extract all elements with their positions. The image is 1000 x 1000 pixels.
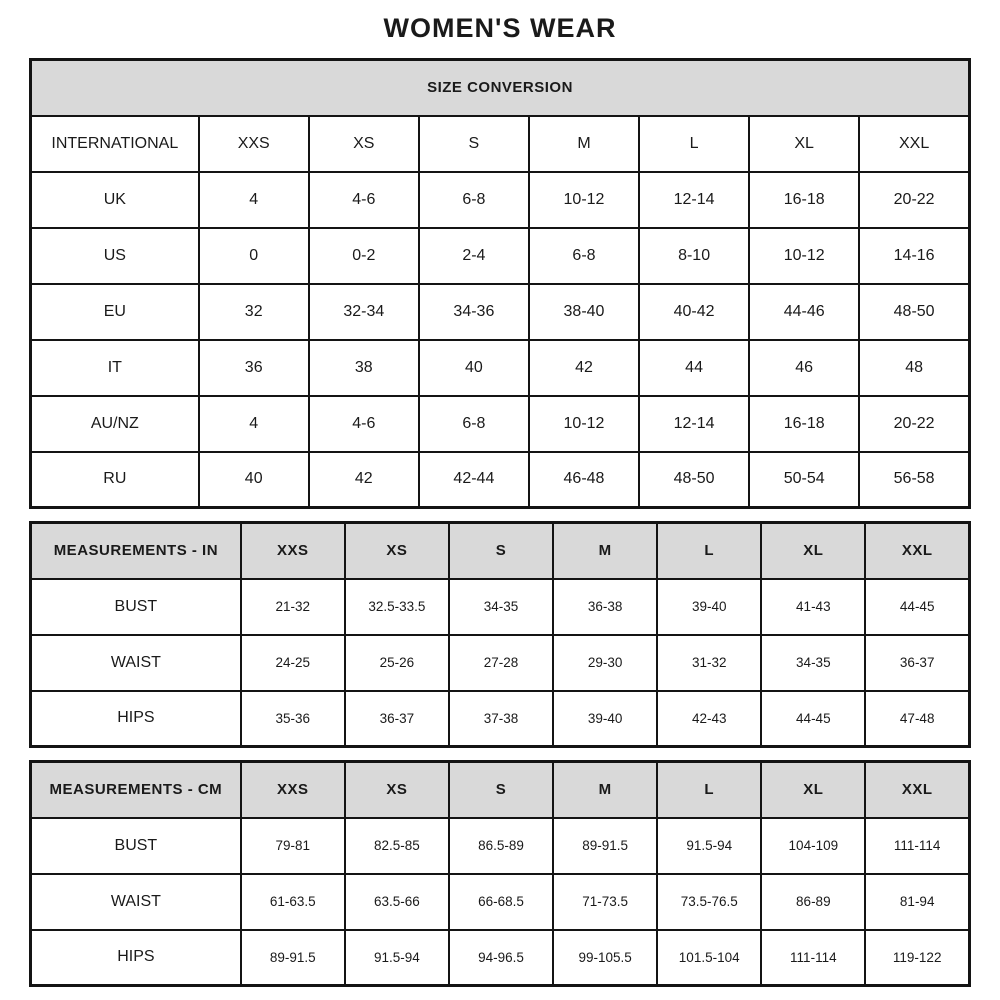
measure-value-cell: 61-63.5 [241, 874, 345, 930]
column-header: L [657, 523, 761, 579]
size-value-cell: 40 [199, 452, 309, 508]
row-label: IT [31, 340, 199, 396]
column-header: M [553, 523, 657, 579]
size-value-cell: 48-50 [859, 284, 969, 340]
size-value-cell: 50-54 [749, 452, 859, 508]
table-row [31, 930, 970, 986]
measure-value-cell: 79-81 [241, 818, 345, 874]
measure-value-cell: 32.5-33.5 [345, 579, 449, 635]
size-value-cell: 4-6 [309, 396, 419, 452]
table-row [31, 691, 970, 747]
table-row [31, 396, 970, 452]
measure-value-cell: 99-105.5 [553, 930, 657, 986]
measure-value-cell: 111-114 [865, 818, 969, 874]
size-value-cell: 0-2 [309, 228, 419, 284]
row-label: RU [31, 452, 199, 508]
table-row [31, 523, 970, 579]
size-value-cell: 42 [529, 340, 639, 396]
column-header: XL [761, 523, 865, 579]
column-header: XXL [859, 116, 969, 172]
measure-value-cell: 21-32 [241, 579, 345, 635]
row-label: AU/NZ [31, 396, 199, 452]
measure-value-cell: 47-48 [865, 691, 969, 747]
row-label: WAIST [31, 635, 241, 691]
row-label: HIPS [31, 691, 241, 747]
measure-value-cell: 66-68.5 [449, 874, 553, 930]
size-value-cell: 48-50 [639, 452, 749, 508]
measure-value-cell: 101.5-104 [657, 930, 761, 986]
size-value-cell: 2-4 [419, 228, 529, 284]
measure-value-cell: 81-94 [865, 874, 969, 930]
measure-value-cell: 29-30 [553, 635, 657, 691]
column-header: XXS [241, 523, 345, 579]
measure-value-cell: 44-45 [865, 579, 969, 635]
size-value-cell: 46 [749, 340, 859, 396]
column-header: S [449, 762, 553, 818]
measure-value-cell: 42-43 [657, 691, 761, 747]
row-label: US [31, 228, 199, 284]
size-value-cell: 16-18 [749, 172, 859, 228]
measure-value-cell: 25-26 [345, 635, 449, 691]
size-value-cell: 44 [639, 340, 749, 396]
size-value-cell: 32 [199, 284, 309, 340]
size-value-cell: 16-18 [749, 396, 859, 452]
size-value-cell: 8-10 [639, 228, 749, 284]
column-header: S [449, 523, 553, 579]
size-value-cell: 46-48 [529, 452, 639, 508]
measure-value-cell: 39-40 [657, 579, 761, 635]
column-header: XXL [865, 762, 969, 818]
row-label: HIPS [31, 930, 241, 986]
column-header: XL [749, 116, 859, 172]
size-value-cell: 6-8 [419, 172, 529, 228]
size-value-cell: 36 [199, 340, 309, 396]
row-label: EU [31, 284, 199, 340]
column-header: L [639, 116, 749, 172]
size-value-cell: 4 [199, 396, 309, 452]
column-header: S [419, 116, 529, 172]
measure-value-cell: 31-32 [657, 635, 761, 691]
size-value-cell: 40-42 [639, 284, 749, 340]
table-row [31, 228, 970, 284]
measurements-cm-table [29, 760, 971, 987]
size-value-cell: 38-40 [529, 284, 639, 340]
column-header: XXS [199, 116, 309, 172]
size-value-cell: 42-44 [419, 452, 529, 508]
row-label: UK [31, 172, 199, 228]
table-row [31, 172, 970, 228]
measure-value-cell: 34-35 [449, 579, 553, 635]
size-value-cell: 56-58 [859, 452, 969, 508]
column-header: XS [309, 116, 419, 172]
table-row [31, 116, 970, 172]
measure-value-cell: 37-38 [449, 691, 553, 747]
measure-value-cell: 82.5-85 [345, 818, 449, 874]
size-value-cell: 40 [419, 340, 529, 396]
measure-value-cell: 36-38 [553, 579, 657, 635]
measure-value-cell: 24-25 [241, 635, 345, 691]
measure-value-cell: 119-122 [865, 930, 969, 986]
measure-value-cell: 44-45 [761, 691, 865, 747]
table-row [31, 874, 970, 930]
measure-value-cell: 94-96.5 [449, 930, 553, 986]
measure-value-cell: 34-35 [761, 635, 865, 691]
size-value-cell: 20-22 [859, 172, 969, 228]
column-header: INTERNATIONAL [31, 116, 199, 172]
size-conversion-title: SIZE CONVERSION [31, 60, 970, 116]
measurements-in-title: MEASUREMENTS - IN [31, 523, 241, 579]
column-header: XXS [241, 762, 345, 818]
size-value-cell: 12-14 [639, 396, 749, 452]
table-row [31, 635, 970, 691]
size-value-cell: 34-36 [419, 284, 529, 340]
measure-value-cell: 36-37 [345, 691, 449, 747]
column-header: L [657, 762, 761, 818]
size-value-cell: 44-46 [749, 284, 859, 340]
column-header: M [529, 116, 639, 172]
size-value-cell: 20-22 [859, 396, 969, 452]
measurements-cm-title: MEASUREMENTS - CM [31, 762, 241, 818]
row-label: WAIST [31, 874, 241, 930]
size-value-cell: 4-6 [309, 172, 419, 228]
row-label: BUST [31, 818, 241, 874]
size-value-cell: 0 [199, 228, 309, 284]
size-conversion-table [29, 58, 971, 509]
measure-value-cell: 39-40 [553, 691, 657, 747]
size-value-cell: 12-14 [639, 172, 749, 228]
table-row [31, 452, 970, 508]
size-value-cell: 42 [309, 452, 419, 508]
column-header: M [553, 762, 657, 818]
measure-value-cell: 86.5-89 [449, 818, 553, 874]
size-value-cell: 48 [859, 340, 969, 396]
measure-value-cell: 111-114 [761, 930, 865, 986]
size-value-cell: 6-8 [419, 396, 529, 452]
column-header: XS [345, 762, 449, 818]
column-header: XL [761, 762, 865, 818]
table-row [31, 284, 970, 340]
page-title: WOMEN'S WEAR [383, 13, 617, 43]
measure-value-cell: 89-91.5 [241, 930, 345, 986]
measure-value-cell: 91.5-94 [345, 930, 449, 986]
table-row [31, 60, 970, 116]
column-header: XS [345, 523, 449, 579]
size-value-cell: 10-12 [529, 396, 639, 452]
size-value-cell: 6-8 [529, 228, 639, 284]
measure-value-cell: 86-89 [761, 874, 865, 930]
size-value-cell: 32-34 [309, 284, 419, 340]
table-row [31, 579, 970, 635]
row-label: BUST [31, 579, 241, 635]
table-row [31, 762, 970, 818]
measure-value-cell: 27-28 [449, 635, 553, 691]
size-value-cell: 38 [309, 340, 419, 396]
measure-value-cell: 63.5-66 [345, 874, 449, 930]
measure-value-cell: 35-36 [241, 691, 345, 747]
measure-value-cell: 41-43 [761, 579, 865, 635]
size-value-cell: 14-16 [859, 228, 969, 284]
measure-value-cell: 36-37 [865, 635, 969, 691]
measure-value-cell: 89-91.5 [553, 818, 657, 874]
measure-value-cell: 71-73.5 [553, 874, 657, 930]
size-value-cell: 10-12 [529, 172, 639, 228]
measure-value-cell: 73.5-76.5 [657, 874, 761, 930]
measure-value-cell: 91.5-94 [657, 818, 761, 874]
measurements-in-table [29, 521, 971, 748]
measure-value-cell: 104-109 [761, 818, 865, 874]
size-value-cell: 10-12 [749, 228, 859, 284]
table-row [31, 818, 970, 874]
column-header: XXL [865, 523, 969, 579]
table-row [31, 340, 970, 396]
size-value-cell: 4 [199, 172, 309, 228]
